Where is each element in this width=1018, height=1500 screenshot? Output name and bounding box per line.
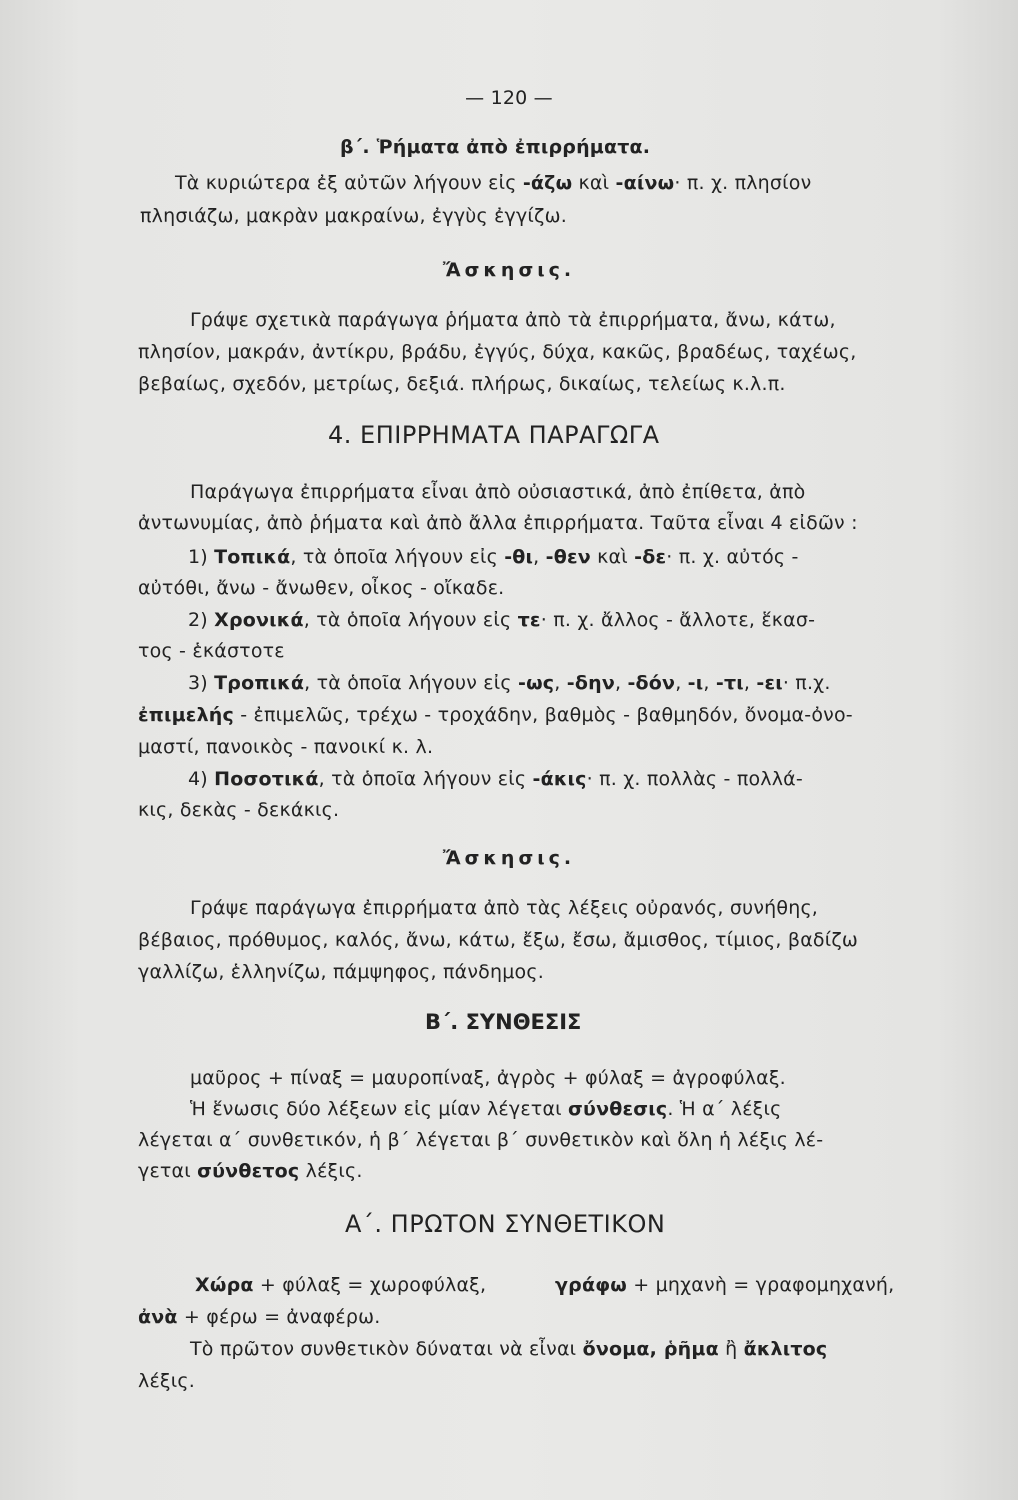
exercise-line: πλησίον, μακράν, ἀντίκρυ, βράδυ, ἐγγύς, δύχα, κακῶς, βραδέως, ταχέως, xyxy=(138,341,857,363)
section-title-verbs-from-adverbs: β΄. Ῥήματα ἀπὸ ἐπιρρήματα. xyxy=(340,136,651,158)
first-component-line: ἀνὰ + φέρω = ἀναφέρω. xyxy=(138,1306,381,1328)
exercise-line: γαλλίζω, ἑλληνίζω, πάμψηφος, πάνδημος. xyxy=(138,961,544,983)
composition-line: γεται σύνθετος λέξις. xyxy=(138,1160,363,1182)
section-title-first-component: Α΄. ΠΡΩΤΟΝ ΣΥΝΘΕΤΙΚΟΝ xyxy=(345,1210,666,1238)
list-item-quantitative: 4) Ποσοτικά, τὰ ὁποῖα λήγουν εἰς -άκις· π. χ. πολλὰς - πολλά- xyxy=(188,768,803,790)
exercise-line: βεβαίως, σχεδόν, μετρίως, δεξιά. πλήρως, δικαίως, τελείως κ.λ.π. xyxy=(138,373,786,395)
page-number: — 120 — xyxy=(465,87,553,109)
intro-line: ἀντωνυμίας, ἀπὸ ῥήματα καὶ ἀπὸ ἄλλα ἐπιρρήματα. Ταῦτα εἶναι 4 εἰδῶν : xyxy=(138,512,858,534)
composition-line: μαῦρος + πίναξ = μαυροπίναξ, ἀγρὸς + φύλαξ = ἀγροφύλαξ. xyxy=(190,1067,786,1089)
first-component-line: λέξις. xyxy=(138,1370,195,1392)
list-item-temporal: 2) Χρονικά, τὰ ὁποῖα λήγουν εἰς τε· π. χ. ἄλλος - ἄλλοτε, ἕκασ- xyxy=(188,609,816,631)
list-item-continuation: αὐτόθι, ἄνω - ἄνωθεν, οἶκος - οἴκαδε. xyxy=(138,577,505,599)
paragraph-line: Τὰ κυριώτερα ἐξ αὐτῶν λήγουν εἰς -άζω καὶ -αίνω· π. χ. πλησίον xyxy=(175,172,812,194)
list-item-continuation: τος - ἑκάστοτε xyxy=(138,640,285,662)
exercise-title: Ἄσκησις. xyxy=(442,847,576,869)
composition-line: λέγεται α΄ συνθετικόν, ἡ β΄ λέγεται β΄ συνθετικὸν καὶ ὅλη ἡ λέξις λέ- xyxy=(138,1129,824,1151)
first-component-line: Τὸ πρῶτον συνθετικὸν δύναται νὰ εἶναι ὄνομα, ῥῆμα ἢ ἄκλιτος xyxy=(190,1338,828,1360)
exercise-title: Ἄσκησις. xyxy=(442,259,576,281)
list-item-continuation: μαστί, πανοικὸς - πανοικί κ. λ. xyxy=(138,736,434,758)
composition-line: Ἡ ἕνωσις δύο λέξεων εἰς μίαν λέγεται σύνθεσις. Ἡ α΄ λέξις xyxy=(190,1098,782,1120)
list-item-modal: 3) Τροπικά, τὰ ὁποῖα λήγουν εἰς -ως, -δην, -δόν, -ι, -τι, -ει· π.χ. xyxy=(188,672,831,694)
first-component-line: Χώρα + φύλαξ = χωροφύλαξ, xyxy=(195,1274,487,1296)
section-title-derived-adverbs: 4. ΕΠΙΡΡΗΜΑΤΑ ΠΑΡΑΓΩΓΑ xyxy=(328,421,660,449)
exercise-line: Γράψε σχετικὰ παράγωγα ῥήματα ἀπὸ τὰ ἐπιρρήματα, ἄνω, κάτω, xyxy=(190,309,836,331)
list-item-continuation: κις, δεκὰς - δεκάκις. xyxy=(138,799,340,821)
list-item-continuation: ἐπιμελής - ἐπιμελῶς, τρέχω - τροχάδην, βαθμὸς - βαθμηδόν, ὄνομα-ὀνο- xyxy=(138,704,853,726)
intro-line: Παράγωγα ἐπιρρήματα εἶναι ἀπὸ οὐσιαστικά, ἀπὸ ἐπίθετα, ἀπὸ xyxy=(190,481,806,503)
exercise-line: βέβαιος, πρόθυμος, καλός, ἄνω, κάτω, ἔξω, ἔσω, ἄμισθος, τίμιος, βαδίζω xyxy=(138,929,859,951)
section-title-composition: Β΄. ΣΥΝΘΕΣΙΣ xyxy=(425,1010,582,1034)
first-component-line: γράφω + μηχανὴ = γραφομηχανή, xyxy=(555,1274,895,1296)
paragraph-line: πλησιάζω, μακρὰν μακραίνω, ἐγγὺς ἐγγίζω. xyxy=(140,205,567,227)
list-item-local: 1) Τοπικά, τὰ ὁποῖα λήγουν εἰς -θι, -θεν καὶ -δε· π. χ. αὐτός - xyxy=(188,546,799,568)
exercise-line: Γράψε παράγωγα ἐπιρρήματα ἀπὸ τὰς λέξεις οὐρανός, συνήθης, xyxy=(190,897,819,919)
